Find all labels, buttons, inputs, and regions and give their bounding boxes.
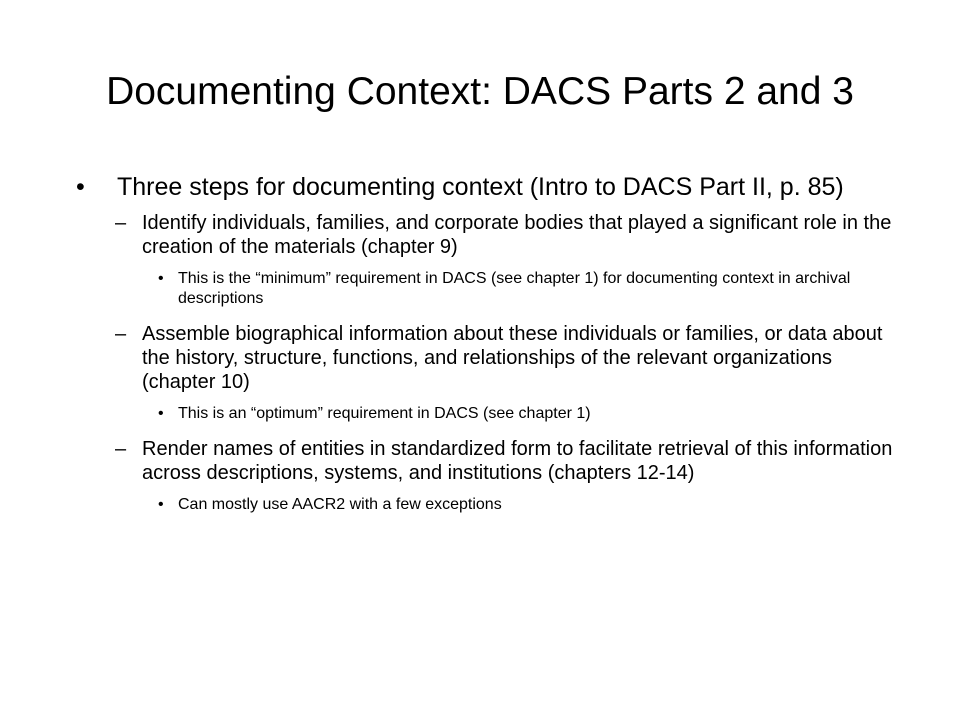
dash-marker: –	[115, 438, 127, 460]
step-text: Assemble biographical information about these individuals or families, or data about the history, structure, functions, and relationships of the relevant organizations (chapter 10)	[142, 323, 883, 393]
step-text: Identify individuals, families, and corporate bodies that played a significant role in the creation of the materials (chapter 9)	[142, 212, 892, 258]
bullet-marker: •	[76, 173, 85, 201]
note-aacr2	[76, 495, 906, 515]
note-text: This is the “minimum” requirement in DACS (see chapter 1) for documenting context in archival descriptions	[178, 270, 851, 307]
note-optimum-requirement	[76, 404, 906, 424]
bullet-three-steps	[76, 172, 906, 203]
note-minimum-requirement	[76, 269, 906, 309]
dash-marker: –	[115, 323, 127, 345]
step-identify	[76, 211, 906, 259]
bullet-marker: •	[158, 270, 164, 287]
note-text: Can mostly use AACR2 with a few exceptions	[178, 496, 502, 513]
bullet-text: Three steps for documenting context (Intro to DACS Part II, p. 85)	[117, 173, 844, 201]
note-text: This is an “optimum” requirement in DACS (see chapter 1)	[178, 405, 591, 422]
slide-title: Documenting Context: DACS Parts 2 and 3	[106, 70, 854, 113]
step-render-names	[76, 437, 906, 485]
slide-body	[76, 172, 906, 528]
dash-marker: –	[115, 212, 127, 234]
step-assemble	[76, 322, 906, 394]
step-text: Render names of entities in standardized form to facilitate retrieval of this information across descriptions, systems, and institutions (chapters 12-14)	[142, 438, 893, 484]
bullet-marker: •	[158, 405, 164, 422]
bullet-marker: •	[158, 496, 164, 513]
